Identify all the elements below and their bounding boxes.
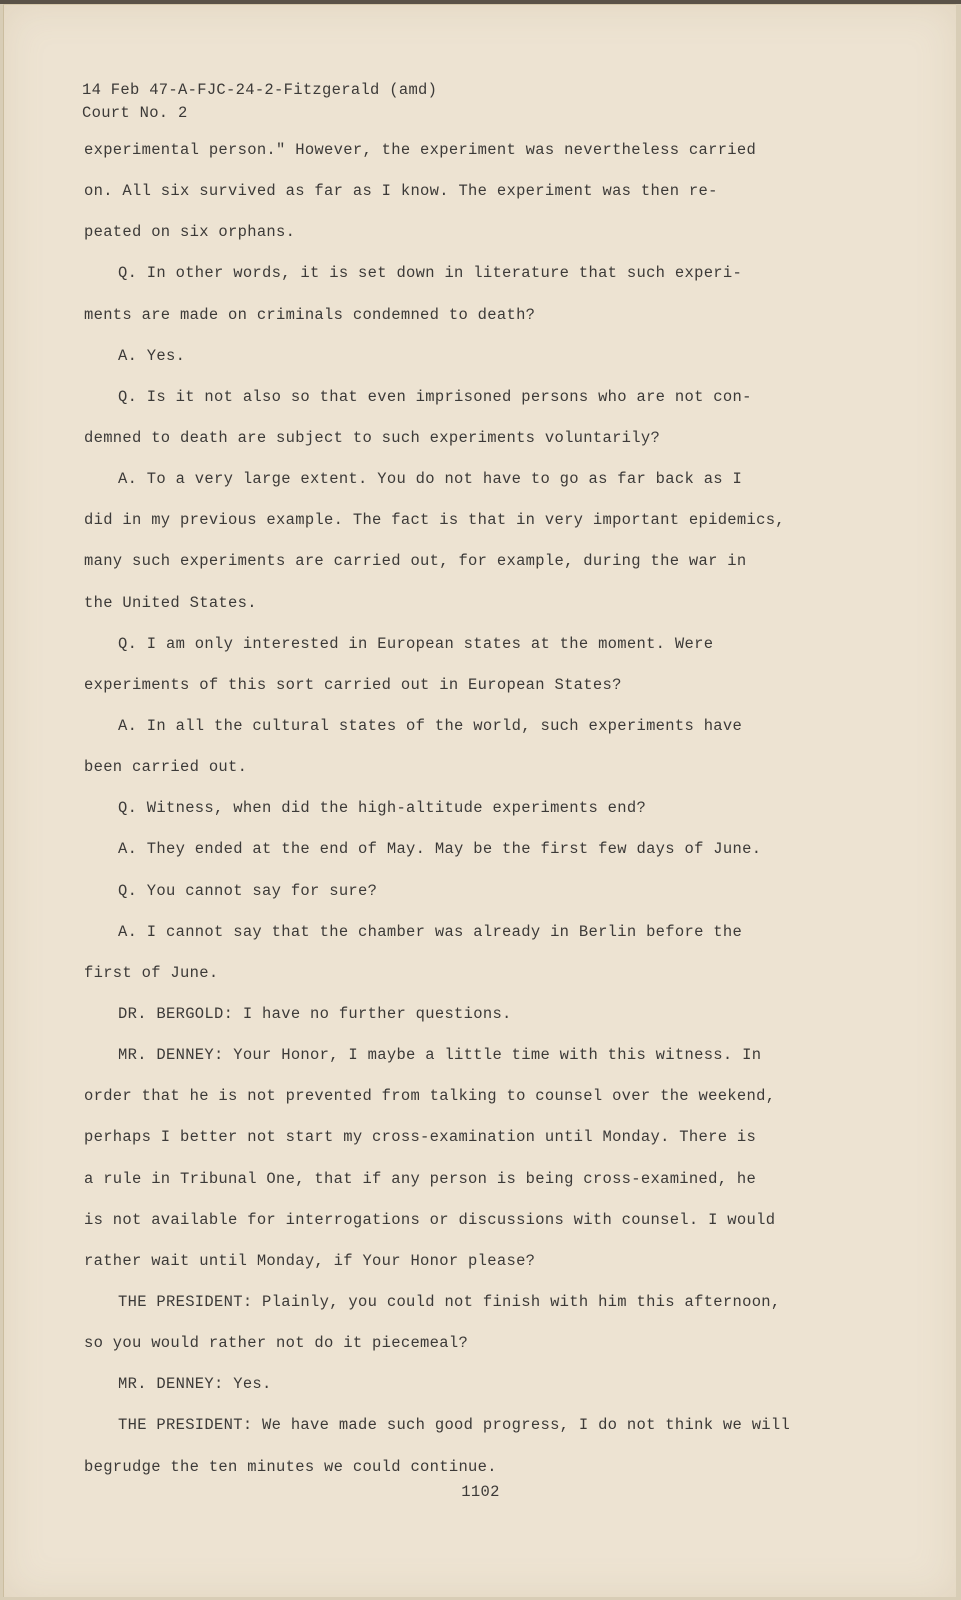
transcript-line: A. I cannot say that the chamber was already in Berlin before the (118, 922, 743, 941)
page-header (82, 79, 437, 125)
header-court-line: Court No. 2 (82, 104, 188, 122)
transcript-line: order that he is not prevented from talking to counsel over the weekend, (84, 1087, 776, 1106)
header-docket-line: 14 Feb 47-A-FJC-24-2-Fitzgerald (amd) (82, 81, 438, 99)
page-number: 1102 (461, 1483, 500, 1501)
transcript-line: on. All six survived as far as I know. The experiment was then re- (84, 182, 718, 201)
transcript-line: a rule in Tribunal One, that if any person is being cross-examined, he (84, 1169, 757, 1188)
transcript-line: A. Yes. (118, 346, 186, 365)
transcript-body (84, 138, 864, 1496)
transcript-line: the United States. (84, 593, 257, 612)
transcript-line: been carried out. (84, 758, 248, 777)
transcript-line: Q. Witness, when did the high-altitude experiments end? (118, 799, 647, 818)
transcript-line: begrudge the ten minutes we could continue. (84, 1457, 497, 1476)
transcript-line: experiments of this sort carried out in European States? (84, 675, 622, 694)
transcript-line: Q. You cannot say for sure? (118, 881, 378, 900)
transcript-line: so you would rather not do it piecemeal? (84, 1334, 469, 1353)
transcript-line: THE PRESIDENT: We have made such good progress, I do not think we will (118, 1416, 791, 1435)
transcript-line: DR. BERGOLD: I have no further questions. (118, 1004, 512, 1023)
transcript-line: experimental person." However, the experiment was nevertheless carried (84, 141, 757, 159)
transcript-line: A. In all the cultural states of the world, such experiments have (118, 716, 743, 735)
transcript-line: A. They ended at the end of May. May be the first few days of June. (118, 840, 762, 859)
transcript-line: demned to death are subject to such experiments voluntarily? (84, 428, 661, 447)
transcript-line: Q. Is it not also so that even imprisoned persons who are not con- (118, 387, 752, 406)
transcript-line: did in my previous example. The fact is that in very important epidemics, (84, 511, 785, 530)
transcript-line: ments are made on criminals condemned to death? (84, 305, 536, 324)
transcript-line: THE PRESIDENT: Plainly, you could not finish with him this afternoon, (118, 1292, 781, 1311)
transcript-line: A. To a very large extent. You do not have to go as far back as I (118, 470, 743, 489)
transcript-line: Q. In other words, it is set down in literature that such experi- (118, 264, 743, 283)
transcript-line: peated on six orphans. (84, 223, 296, 242)
transcript-line: first of June. (84, 963, 219, 982)
transcript-line: is not available for interrogations or discussions with counsel. I would (84, 1210, 776, 1229)
transcript-line: many such experiments are carried out, for example, during the war in (84, 552, 747, 571)
transcript-line: Q. I am only interested in European states at the moment. Were (118, 634, 714, 653)
transcript-line: MR. DENNEY: Your Honor, I maybe a little time with this witness. In (118, 1046, 762, 1065)
transcript-line: perhaps I better not start my cross-examination until Monday. There is (84, 1128, 757, 1147)
transcript-line: MR. DENNEY: Yes. (118, 1375, 272, 1394)
transcript-line: rather wait until Monday, if Your Honor please? (84, 1251, 536, 1270)
